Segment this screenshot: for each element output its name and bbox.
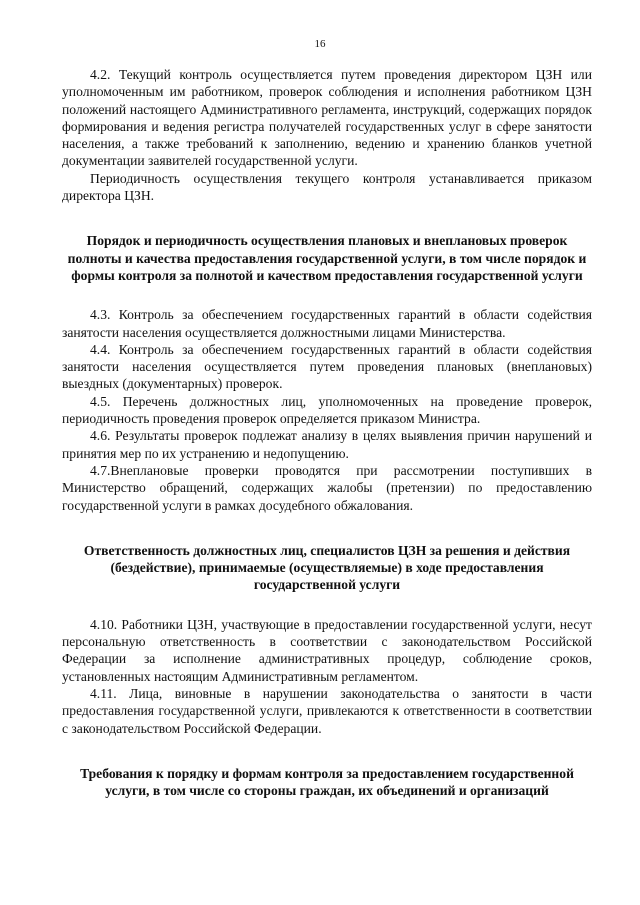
paragraph-4-3: 4.3. Контроль за обеспечением государственных гарантий в области содействия занятости населения осуществляется должностными лицами Министерства. [62,307,592,340]
paragraph-4-2: 4.2. Текущий контроль осуществляется путем проведения директором ЦЗН или уполномоченным им работником, проверок соблюдения и исполнения работником ЦЗН положений настоящего Административного регламента, инструкций, содержащих порядок формирования и ведения регистра получателей государственных услуг в сфере занятости населения, а также требований к заполнению, ведению и хранению бланков учетной документации заявителей государственной услуги. [62,67,592,169]
section-heading-planned-checks: Порядок и периодичность осуществления плановых и внеплановых проверок полноты и качества предоставления государственной услуги, в том числе порядок и формы контроля за полнотой и качеством предоставления государственной услуги [67,233,587,283]
document-body [62,66,592,799]
paragraph-4-7: 4.7.Внеплановые проверки проводятся при рассмотрении поступивших в Министерство обращений, содержащих жалобы (претензии) по предоставлению государственной услуги в рамках досудебного обжалования. [62,462,592,513]
paragraph-periodicity: Периодичность осуществления текущего контроля устанавливается приказом директора ЦЗН. [62,170,592,204]
paragraph-4-10: 4.10. Работники ЦЗН, участвующие в предоставлении государственной услуги, несут персональную ответственность в соответствии с законодательством Российской Федерации за исполнение административных процедур, соблюдение сроков, установленных настоящим Административным регламентом. [62,616,592,684]
paragraph-4-11: 4.11. Лица, виновные в нарушении законодательства о занятости в части предоставления государственной услуги, привлекаются к ответственности в соответствии с законодательством Российской Федерации. [62,685,592,736]
section-heading-responsibility: Ответственность должностных лиц, специалистов ЦЗН за решения и действия (бездействие), принимаемые (осуществляемые) в ходе предоставления государственной услуги [83,542,571,593]
section-heading-requirements: Требования к порядку и формам контроля за предоставлением государственной услуги, в том числе со стороны граждан, их объединений и организаций [80,765,574,799]
paragraph-4-6: 4.6. Результаты проверок подлежат анализу в целях выявления причин нарушений и принятия мер по их устранению и недопущению. [62,428,592,461]
page-number: 16 [314,38,326,50]
paragraph-4-4: 4.4. Контроль за обеспечением государственных гарантий в области содействия занятости населения осуществляется путем проведения плановых (внеплановых) выездных (документарных) проверок. [62,341,592,392]
paragraph-4-5: 4.5. Перечень должностных лиц, уполномоченных на проведение проверок, периодичность проведения проверок определяется приказом Министра. [62,393,592,427]
